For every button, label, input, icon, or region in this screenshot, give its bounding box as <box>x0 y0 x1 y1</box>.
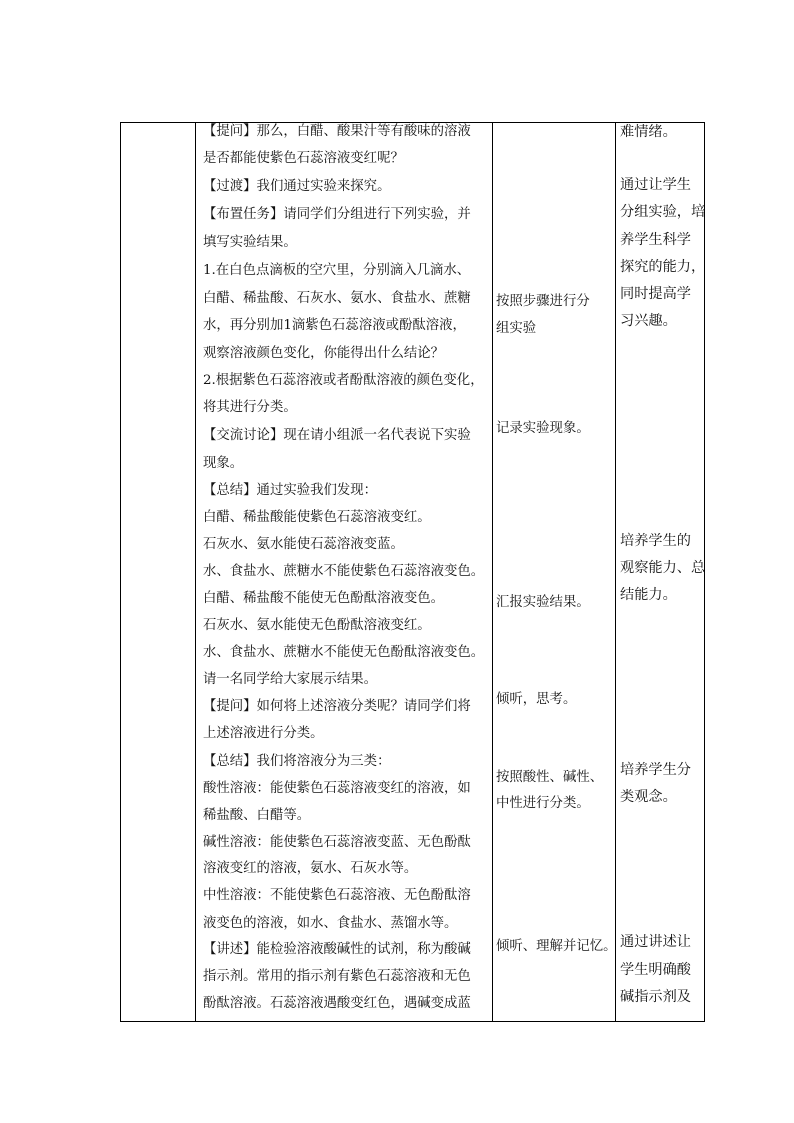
text-line: 碱性溶液：能使紫色石蕊溶液变蓝、无色酚酞 <box>203 835 471 850</box>
text-line: 白醋、稀盐酸不能使无色酚酞溶液变色。 <box>203 591 445 606</box>
text-line: 通过讲述让 <box>620 934 691 950</box>
text-line: 【总结】通过实验我们发现： <box>203 483 378 498</box>
text-line: 中性进行分类。 <box>496 796 590 811</box>
text-line: 【提问】如何将上述溶液分类呢？请同学们将 <box>203 699 471 714</box>
text-line: 酚酞溶液。石蕊溶液遇酸变红色，遇碱变成蓝 <box>203 996 471 1011</box>
text-line: 培养学生的 <box>620 533 691 549</box>
text-line: 指示剂。常用的指示剂有紫色石蕊溶液和无色 <box>203 969 471 984</box>
text-line: 【布置任务】请同学们分组进行下列实验，并 <box>203 207 471 222</box>
text-line: 组实验 <box>496 321 537 336</box>
text-line: 【讲述】能检验溶液酸碱性的试剂，称为酸碱 <box>203 942 471 957</box>
text-line: 学生明确酸 <box>620 962 691 978</box>
text-line: 石灰水、氨水能使无色酚酞溶液变红。 <box>203 618 431 633</box>
text-line: 酸性溶液：能使紫色石蕊溶液变红的溶液，如 <box>203 781 471 796</box>
text-line: 倾听，思考。 <box>496 692 577 707</box>
text-line: 2.根据紫色石蕊溶液或者酚酞溶液的颜色变化， <box>203 373 484 388</box>
text-line: 培养学生分 <box>620 762 691 778</box>
text-line: 按照酸性、碱性、 <box>496 770 604 785</box>
column-divider <box>195 123 196 1021</box>
text-line: 结能力。 <box>620 587 677 603</box>
text-line: 观察溶液颜色变化，你能得出什么结论？ <box>203 346 445 361</box>
text-line: 水，再分别加1滴紫色石蕊溶液或酚酞溶液， <box>203 318 466 333</box>
text-line: 【过渡】我们通过实验来探究。 <box>203 179 391 194</box>
text-line: 溶液变红的溶液，氨水、石灰水等。 <box>203 861 418 876</box>
text-line: 类观念。 <box>620 789 677 805</box>
text-line: 按照步骤进行分 <box>496 294 590 309</box>
text-line: 液变色的溶液，如水、食盐水、蒸馏水等。 <box>203 916 458 931</box>
text-line: 记录实验现象。 <box>496 421 590 436</box>
text-line: 通过让学生 <box>620 177 691 193</box>
text-line: 水、食盐水、蔗糖水不能使无色酚酞溶液变色。 <box>203 645 485 660</box>
text-line: 1.在白色点滴板的空穴里，分别滴入几滴水、 <box>203 263 471 278</box>
text-line: 同时提高学 <box>620 286 691 302</box>
text-line: 稀盐酸、白醋等。 <box>203 808 311 823</box>
text-line: 中性溶液：不能使紫色石蕊溶液、无色酚酞溶 <box>203 888 471 903</box>
text-line: 分组实验，培 <box>620 204 706 220</box>
text-line: 白醋、稀盐酸、石灰水、氨水、食盐水、蔗糖 <box>203 291 471 306</box>
text-line: 将其进行分类。 <box>203 400 297 415</box>
text-line: 倾听、理解并记忆。 <box>496 939 617 954</box>
lesson-table <box>120 122 705 1022</box>
text-line: 养学生科学 <box>620 232 691 248</box>
text-line: 观察能力、总 <box>620 560 706 576</box>
text-line: 汇报实验结果。 <box>496 595 590 610</box>
text-line: 难情绪。 <box>620 124 677 140</box>
text-line: 是否都能使紫色石蕊溶液变红呢？ <box>203 151 404 166</box>
text-line: 【总结】我们将溶液分为三类： <box>203 754 391 769</box>
text-line: 水、食盐水、蔗糖水不能使紫色石蕊溶液变色。 <box>203 564 485 579</box>
text-line: 上述溶液进行分类。 <box>203 726 324 741</box>
column-divider <box>492 123 493 1021</box>
text-line: 习兴趣。 <box>620 313 677 329</box>
text-line: 【提问】那么，白醋、酸果汁等有酸味的溶液 <box>203 124 471 139</box>
text-line: 石灰水、氨水能使石蕊溶液变蓝。 <box>203 537 404 552</box>
text-line: 请一名同学给大家展示结果。 <box>203 672 378 687</box>
text-line: 现象。 <box>203 456 244 471</box>
text-line: 填写实验结果。 <box>203 235 297 250</box>
text-line: 探究的能力， <box>620 259 706 275</box>
text-line: 【交流讨论】现在请小组派一名代表说下实验 <box>203 428 471 443</box>
column-divider <box>615 123 616 1021</box>
text-line: 白醋、稀盐酸能使紫色石蕊溶液变红。 <box>203 510 431 525</box>
text-line: 碱指示剂及 <box>620 989 691 1005</box>
